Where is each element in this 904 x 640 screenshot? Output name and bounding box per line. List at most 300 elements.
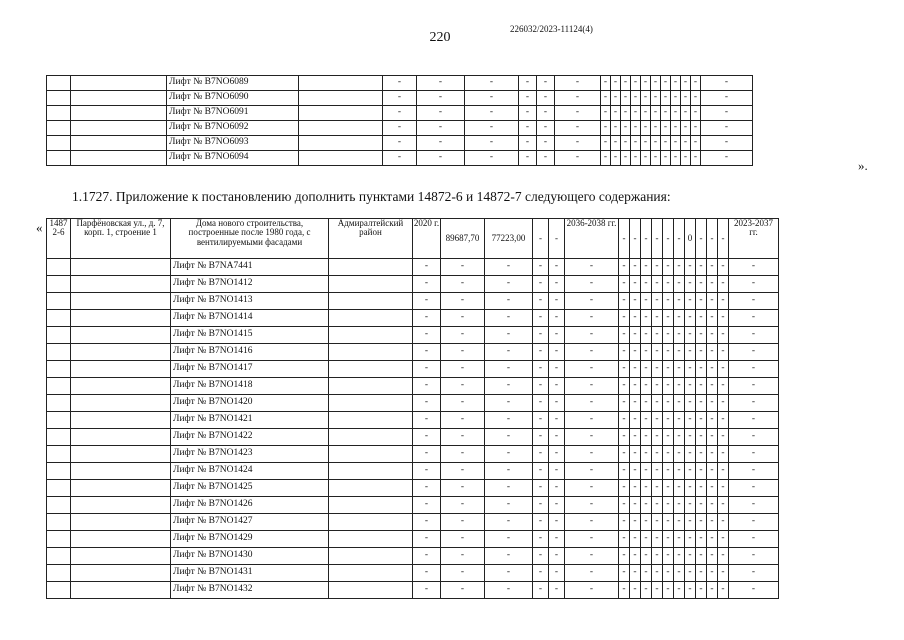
value-cell: - bbox=[533, 548, 549, 565]
value-cell: - bbox=[533, 361, 549, 378]
district-cell bbox=[299, 106, 383, 121]
lift-row bbox=[47, 327, 779, 344]
value-cell: - bbox=[685, 395, 696, 412]
value-cell: - bbox=[707, 219, 718, 259]
value-cell: - bbox=[549, 463, 565, 480]
value-cell: - bbox=[696, 446, 707, 463]
value-cell: - bbox=[533, 463, 549, 480]
district-cell bbox=[329, 412, 413, 429]
lift-row bbox=[47, 293, 779, 310]
value-cell: - bbox=[630, 310, 641, 327]
lift-name: Лифт № В7NO6093 bbox=[167, 136, 299, 151]
value-cell: - bbox=[641, 582, 652, 599]
value-cell: - bbox=[565, 531, 619, 548]
value-cell: - bbox=[696, 565, 707, 582]
value-cell: - bbox=[630, 429, 641, 446]
lift-name: Лифт № В7NO1412 bbox=[171, 276, 329, 293]
value-cell: - bbox=[413, 310, 441, 327]
value-cell: - bbox=[685, 412, 696, 429]
value-cell: - bbox=[685, 293, 696, 310]
item-number-cell bbox=[47, 293, 71, 310]
value-cell: - bbox=[729, 259, 779, 276]
value-cell: - bbox=[611, 91, 621, 106]
value-cell: - bbox=[696, 480, 707, 497]
value-cell: - bbox=[533, 276, 549, 293]
value-cell: - bbox=[519, 151, 537, 166]
value-cell: - bbox=[485, 463, 533, 480]
value-cell: - bbox=[729, 446, 779, 463]
value-cell: - bbox=[413, 463, 441, 480]
value-cell: - bbox=[619, 463, 630, 480]
value-cell: - bbox=[441, 548, 485, 565]
value-cell: - bbox=[621, 136, 631, 151]
value-cell: - bbox=[729, 514, 779, 531]
value-cell: - bbox=[485, 395, 533, 412]
lift-row bbox=[47, 259, 779, 276]
lift-name: Лифт № В7NO6092 bbox=[167, 121, 299, 136]
address-cell bbox=[71, 395, 171, 412]
value-cell: - bbox=[685, 429, 696, 446]
value-cell: - bbox=[549, 497, 565, 514]
period-cell: 2023-2037 гг. bbox=[729, 219, 779, 259]
item-number-cell bbox=[47, 395, 71, 412]
value-cell: - bbox=[707, 565, 718, 582]
value-cell: - bbox=[681, 151, 691, 166]
value-cell: - bbox=[630, 219, 641, 259]
value-cell: - bbox=[417, 91, 465, 106]
value-cell: - bbox=[619, 344, 630, 361]
address-cell bbox=[71, 91, 167, 106]
value-cell: - bbox=[533, 310, 549, 327]
value-cell: - bbox=[549, 480, 565, 497]
value-cell: - bbox=[537, 121, 555, 136]
address-cell bbox=[71, 344, 171, 361]
value-cell: - bbox=[630, 446, 641, 463]
value-cell: - bbox=[718, 565, 729, 582]
value-cell: - bbox=[661, 76, 671, 91]
value-cell: - bbox=[641, 463, 652, 480]
value-cell: - bbox=[555, 106, 601, 121]
district-cell bbox=[329, 344, 413, 361]
value-cell: - bbox=[601, 76, 611, 91]
value-cell: - bbox=[663, 480, 674, 497]
value-cell: - bbox=[533, 429, 549, 446]
value-cell: - bbox=[707, 497, 718, 514]
district-cell bbox=[329, 463, 413, 480]
value-cell: - bbox=[685, 446, 696, 463]
value-cell: - bbox=[383, 76, 417, 91]
value-cell: - bbox=[413, 395, 441, 412]
value-cell: - bbox=[619, 310, 630, 327]
value-cell: - bbox=[718, 497, 729, 514]
lift-row bbox=[47, 429, 779, 446]
value-cell: - bbox=[630, 412, 641, 429]
value-cell: - bbox=[519, 76, 537, 91]
value-cell: - bbox=[631, 121, 641, 136]
value-cell: - bbox=[674, 219, 685, 259]
item-number-cell bbox=[47, 344, 71, 361]
value-cell: - bbox=[701, 106, 753, 121]
value-cell: - bbox=[707, 582, 718, 599]
page-number: 220 bbox=[429, 30, 451, 45]
value-cell: - bbox=[685, 565, 696, 582]
value-cell: - bbox=[601, 106, 611, 121]
value-cell: - bbox=[701, 91, 753, 106]
value-cell: - bbox=[537, 106, 555, 121]
building-row bbox=[47, 219, 779, 259]
value-cell: - bbox=[549, 310, 565, 327]
item-number-cell bbox=[47, 412, 71, 429]
value-cell: - bbox=[383, 91, 417, 106]
address-cell bbox=[71, 548, 171, 565]
value-cell: - bbox=[652, 395, 663, 412]
value-cell: - bbox=[685, 259, 696, 276]
district-cell bbox=[329, 582, 413, 599]
value-cell: - bbox=[383, 106, 417, 121]
value-cell: - bbox=[533, 293, 549, 310]
value-cell: - bbox=[631, 151, 641, 166]
lift-name: Лифт № В7NO1415 bbox=[171, 327, 329, 344]
value-cell: - bbox=[707, 480, 718, 497]
value-cell: - bbox=[619, 378, 630, 395]
value-cell: - bbox=[696, 361, 707, 378]
item-number-cell bbox=[47, 548, 71, 565]
value-cell: - bbox=[652, 361, 663, 378]
lift-name: Лифт № В7NO1418 bbox=[171, 378, 329, 395]
value-cell: - bbox=[663, 276, 674, 293]
value-cell: - bbox=[485, 582, 533, 599]
value-cell: - bbox=[621, 76, 631, 91]
value-cell: - bbox=[417, 76, 465, 91]
value-cell: - bbox=[718, 219, 729, 259]
value-cell: - bbox=[485, 412, 533, 429]
value-cell: - bbox=[651, 91, 661, 106]
value-cell: - bbox=[621, 151, 631, 166]
value-cell: - bbox=[549, 378, 565, 395]
value-cell: - bbox=[533, 531, 549, 548]
value-cell: - bbox=[685, 378, 696, 395]
value-cell: - bbox=[652, 497, 663, 514]
value-cell: - bbox=[641, 446, 652, 463]
value-cell: - bbox=[663, 531, 674, 548]
value-cell: - bbox=[549, 219, 565, 259]
district-cell bbox=[329, 395, 413, 412]
value-cell: - bbox=[674, 514, 685, 531]
district-cell bbox=[329, 446, 413, 463]
value-cell: - bbox=[652, 565, 663, 582]
value-cell: - bbox=[565, 310, 619, 327]
value-cell: - bbox=[549, 361, 565, 378]
lift-row bbox=[47, 151, 753, 166]
value-cell: - bbox=[729, 497, 779, 514]
value-cell: - bbox=[565, 582, 619, 599]
value-cell: - bbox=[691, 106, 701, 121]
value-cell: - bbox=[718, 293, 729, 310]
value-cell: - bbox=[685, 344, 696, 361]
value-cell: - bbox=[707, 344, 718, 361]
value-cell: - bbox=[707, 395, 718, 412]
value-cell: - bbox=[729, 463, 779, 480]
lift-name: Лифт № В7NO6090 bbox=[167, 91, 299, 106]
value-cell: - bbox=[641, 106, 651, 121]
lift-name: Лифт № В7NO1414 bbox=[171, 310, 329, 327]
value-cell: - bbox=[696, 276, 707, 293]
building-address: Парфёновская ул., д. 7, корп. 1, строение 1 bbox=[71, 219, 171, 259]
value-cell: - bbox=[630, 514, 641, 531]
value-cell: 0 bbox=[685, 219, 696, 259]
value-cell: - bbox=[707, 463, 718, 480]
value-cell: - bbox=[465, 106, 519, 121]
value-cell: - bbox=[549, 429, 565, 446]
value-cell: - bbox=[413, 429, 441, 446]
address-cell bbox=[71, 514, 171, 531]
value-cell: - bbox=[651, 151, 661, 166]
value-cell: - bbox=[696, 548, 707, 565]
value-cell: - bbox=[485, 429, 533, 446]
value-cell: - bbox=[685, 310, 696, 327]
value-cell: - bbox=[696, 310, 707, 327]
value-cell: - bbox=[413, 480, 441, 497]
lift-name: Лифт № В7NO1420 bbox=[171, 395, 329, 412]
value-cell: - bbox=[652, 378, 663, 395]
item-number-cell bbox=[47, 276, 71, 293]
value-cell: - bbox=[413, 378, 441, 395]
value-cell: - bbox=[685, 361, 696, 378]
lift-row bbox=[47, 446, 779, 463]
value-cell: - bbox=[413, 276, 441, 293]
value-cell: - bbox=[691, 76, 701, 91]
value-cell: - bbox=[619, 531, 630, 548]
lift-row bbox=[47, 548, 779, 565]
value-cell: - bbox=[718, 259, 729, 276]
value-cell: - bbox=[651, 106, 661, 121]
value-cell: - bbox=[619, 480, 630, 497]
address-cell bbox=[71, 136, 167, 151]
value-cell: - bbox=[696, 531, 707, 548]
value-cell: - bbox=[729, 480, 779, 497]
value-cell: - bbox=[641, 151, 651, 166]
value-cell: - bbox=[485, 531, 533, 548]
district-cell bbox=[329, 259, 413, 276]
district-cell bbox=[299, 151, 383, 166]
district-cell bbox=[329, 565, 413, 582]
value-cell: - bbox=[696, 463, 707, 480]
value-cell: - bbox=[441, 276, 485, 293]
value-cell: - bbox=[718, 463, 729, 480]
value-cell: - bbox=[691, 136, 701, 151]
build-year: 2020 г. bbox=[413, 219, 441, 259]
building-description: Дома нового строительства, построенные после 1980 года, с вентилируемыми фасадами bbox=[171, 219, 329, 259]
value-cell: - bbox=[696, 429, 707, 446]
value-cell: - bbox=[413, 344, 441, 361]
value-cell: - bbox=[707, 327, 718, 344]
value-cell: - bbox=[630, 497, 641, 514]
value-cell: - bbox=[652, 344, 663, 361]
value-cell: - bbox=[549, 565, 565, 582]
value-cell: - bbox=[537, 91, 555, 106]
lift-name: Лифт № В7NO1427 bbox=[171, 514, 329, 531]
address-cell bbox=[71, 310, 171, 327]
value-cell: - bbox=[485, 293, 533, 310]
district: Адмиралтейский район bbox=[329, 219, 413, 259]
lift-table-continued bbox=[46, 75, 753, 166]
value-cell: - bbox=[533, 344, 549, 361]
value-cell: - bbox=[565, 463, 619, 480]
value-cell: - bbox=[701, 136, 753, 151]
lift-name: Лифт № В7NO1432 bbox=[171, 582, 329, 599]
value-cell: - bbox=[641, 429, 652, 446]
value-cell: - bbox=[674, 327, 685, 344]
value-cell: - bbox=[674, 582, 685, 599]
value-cell: - bbox=[565, 548, 619, 565]
value-cell: - bbox=[652, 429, 663, 446]
value-cell: - bbox=[674, 446, 685, 463]
value-cell: - bbox=[652, 531, 663, 548]
value-cell: - bbox=[663, 463, 674, 480]
lift-name: Лифт № В7NO1424 bbox=[171, 463, 329, 480]
district-cell bbox=[329, 548, 413, 565]
value-cell: - bbox=[691, 121, 701, 136]
lift-row bbox=[47, 344, 779, 361]
value-cell: - bbox=[565, 327, 619, 344]
value-cell: - bbox=[718, 531, 729, 548]
item-number-cell bbox=[47, 446, 71, 463]
value-cell: - bbox=[630, 293, 641, 310]
value-cell: - bbox=[701, 121, 753, 136]
value-cell: - bbox=[383, 136, 417, 151]
item-number-cell bbox=[47, 136, 71, 151]
district-cell bbox=[329, 497, 413, 514]
value-cell: - bbox=[718, 327, 729, 344]
lift-name: Лифт № В7NO6091 bbox=[167, 106, 299, 121]
item-number-cell bbox=[47, 378, 71, 395]
value-cell: - bbox=[707, 514, 718, 531]
value-cell: - bbox=[718, 276, 729, 293]
address-cell bbox=[71, 378, 171, 395]
value-cell: - bbox=[652, 514, 663, 531]
value-cell: - bbox=[533, 497, 549, 514]
value-cell: - bbox=[663, 344, 674, 361]
value-cell: - bbox=[681, 91, 691, 106]
address-cell bbox=[71, 531, 171, 548]
value-cell: - bbox=[671, 136, 681, 151]
value-cell: - bbox=[696, 378, 707, 395]
value-cell: - bbox=[696, 219, 707, 259]
value-cell: - bbox=[619, 395, 630, 412]
value-cell: - bbox=[630, 548, 641, 565]
value-cell: - bbox=[485, 361, 533, 378]
value-cell: - bbox=[413, 548, 441, 565]
lift-row bbox=[47, 582, 779, 599]
value-cell: - bbox=[707, 259, 718, 276]
value-cell: - bbox=[661, 106, 671, 121]
value-cell: - bbox=[619, 429, 630, 446]
value-cell: - bbox=[674, 344, 685, 361]
value-cell: - bbox=[696, 344, 707, 361]
address-cell bbox=[71, 76, 167, 91]
value-cell: - bbox=[485, 327, 533, 344]
value-cell: - bbox=[565, 497, 619, 514]
address-cell bbox=[71, 259, 171, 276]
value-cell: - bbox=[549, 446, 565, 463]
item-number-cell bbox=[47, 121, 71, 136]
value-cell: - bbox=[674, 548, 685, 565]
item-number-cell bbox=[47, 480, 71, 497]
value-cell: - bbox=[641, 76, 651, 91]
value-cell: - bbox=[671, 151, 681, 166]
value-cell: - bbox=[537, 136, 555, 151]
value-cell: - bbox=[718, 582, 729, 599]
value-cell: - bbox=[619, 548, 630, 565]
value-cell: - bbox=[383, 121, 417, 136]
value-cell: - bbox=[485, 548, 533, 565]
value-cell: - bbox=[674, 497, 685, 514]
value-cell: - bbox=[661, 91, 671, 106]
value-cell: - bbox=[465, 76, 519, 91]
value-cell: - bbox=[718, 429, 729, 446]
value-cell: - bbox=[663, 259, 674, 276]
value-cell: - bbox=[641, 259, 652, 276]
value-cell: - bbox=[729, 327, 779, 344]
value-cell: - bbox=[671, 76, 681, 91]
value-cell: - bbox=[652, 412, 663, 429]
value-cell: - bbox=[549, 276, 565, 293]
value-cell: - bbox=[729, 293, 779, 310]
amendment-paragraph: 1.1727. Приложение к постановлению дополнить пунктами 14872-6 и 14872-7 следующего содержания: bbox=[72, 189, 671, 204]
value-cell: - bbox=[674, 463, 685, 480]
value-cell: - bbox=[441, 395, 485, 412]
value-cell: - bbox=[674, 310, 685, 327]
value-cell: - bbox=[681, 106, 691, 121]
value-cell: - bbox=[519, 106, 537, 121]
value-cell: - bbox=[533, 412, 549, 429]
value-cell: - bbox=[661, 121, 671, 136]
value-cell: - bbox=[485, 344, 533, 361]
value-cell: - bbox=[671, 106, 681, 121]
value-cell: - bbox=[652, 219, 663, 259]
value-cell: - bbox=[601, 151, 611, 166]
value-cell: - bbox=[619, 497, 630, 514]
value-cell: - bbox=[718, 344, 729, 361]
value-cell: - bbox=[663, 412, 674, 429]
lift-row bbox=[47, 497, 779, 514]
address-cell bbox=[71, 276, 171, 293]
value-cell: - bbox=[413, 565, 441, 582]
value-cell: - bbox=[611, 121, 621, 136]
value-cell: - bbox=[663, 582, 674, 599]
value-cell: - bbox=[641, 531, 652, 548]
value-cell: - bbox=[441, 497, 485, 514]
value-cell: - bbox=[652, 463, 663, 480]
lift-row bbox=[47, 378, 779, 395]
value-cell: - bbox=[417, 121, 465, 136]
lift-row bbox=[47, 121, 753, 136]
value-cell: - bbox=[663, 446, 674, 463]
value-cell: - bbox=[661, 136, 671, 151]
value-cell: - bbox=[641, 91, 651, 106]
value-cell: - bbox=[621, 106, 631, 121]
lift-row bbox=[47, 361, 779, 378]
item-number-cell bbox=[47, 310, 71, 327]
value-cell: - bbox=[663, 497, 674, 514]
value-cell: - bbox=[619, 361, 630, 378]
item-number-cell bbox=[47, 565, 71, 582]
value-cell: - bbox=[555, 121, 601, 136]
value-cell: - bbox=[641, 293, 652, 310]
value-cell: - bbox=[441, 531, 485, 548]
value-cell: - bbox=[630, 582, 641, 599]
value-cell: - bbox=[641, 327, 652, 344]
